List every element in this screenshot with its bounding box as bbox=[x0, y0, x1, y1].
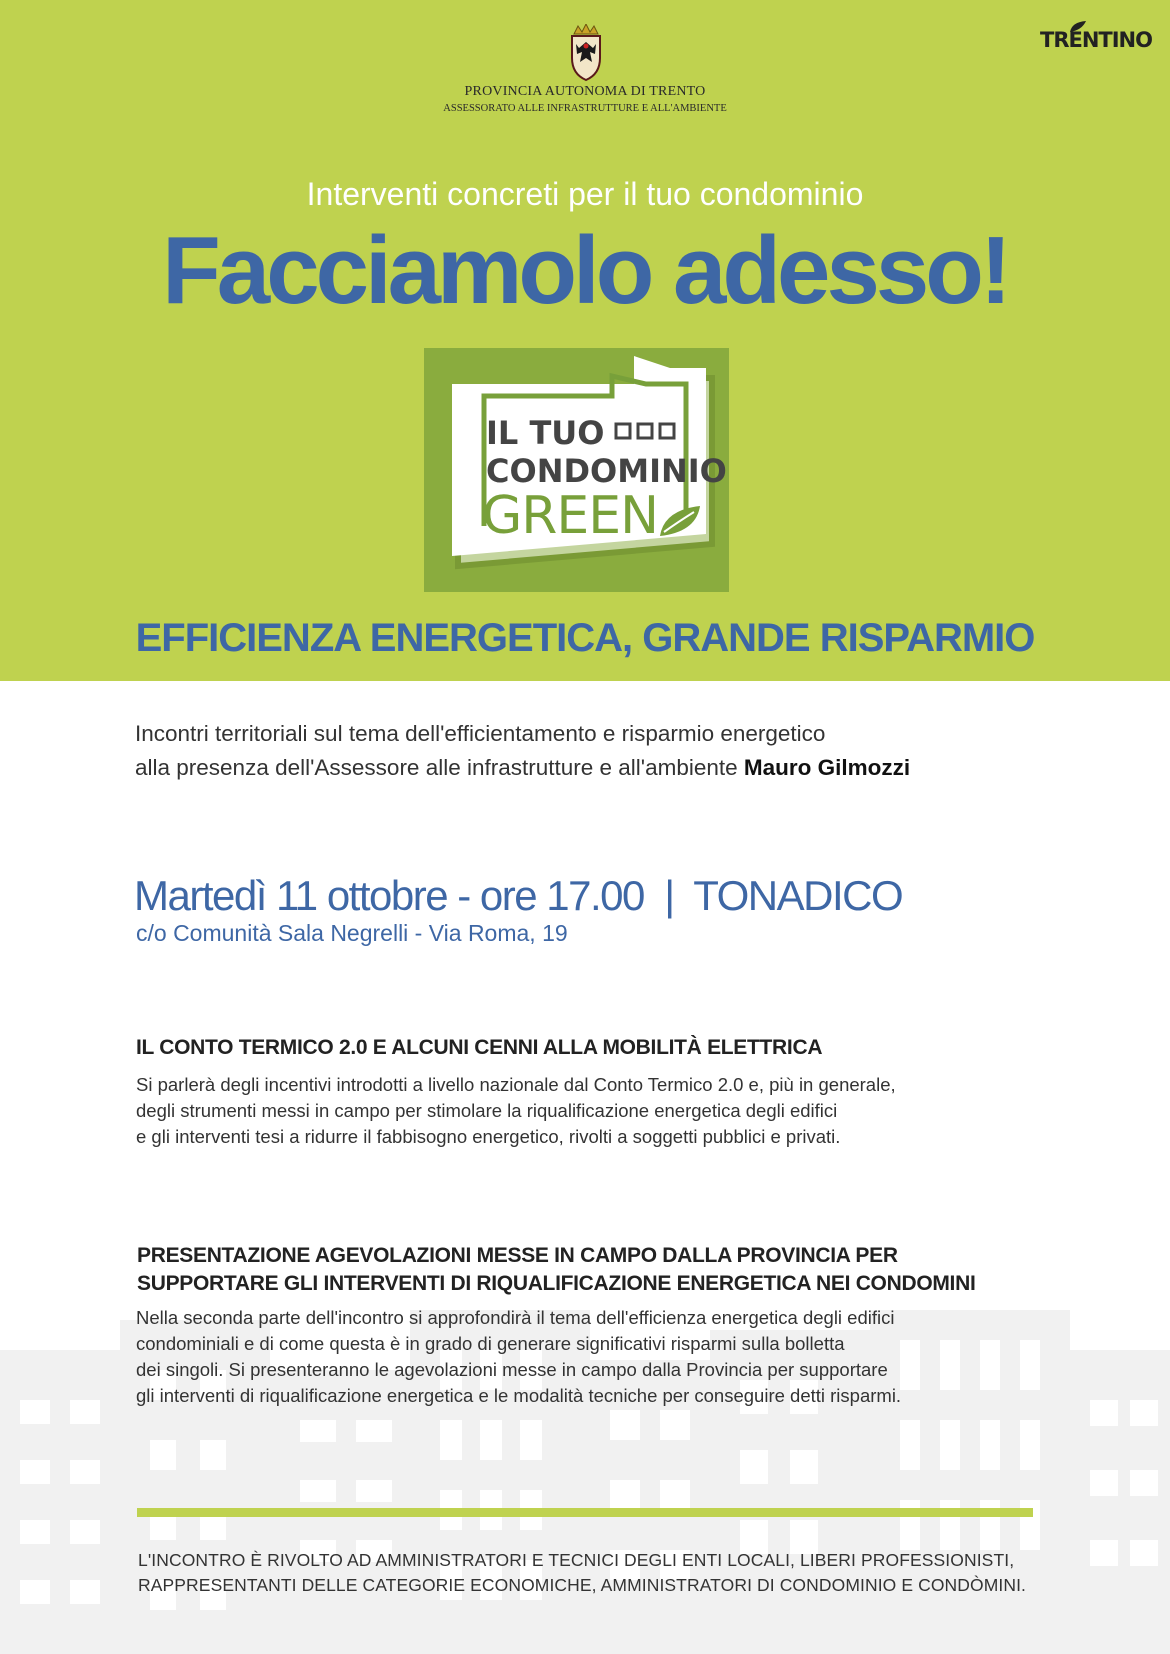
section-2-title-line-2: SUPPORTARE GLI INTERVENTI DI RIQUALIFICAZIONE ENERGETICA NEI CONDOMINI bbox=[137, 1272, 976, 1295]
section-1-line: Si parlerà degli incentivi introdotti a livello nazionale dal Conto Termico 2.0 e, più in generale, bbox=[136, 1074, 896, 1095]
footer-line-1: L'INCONTRO È RIVOLTO AD AMMINISTRATORI E TECNICI DEGLI ENTI LOCALI, LIBERI PROFESSIONISTI, bbox=[138, 1550, 1015, 1570]
section-1-body bbox=[136, 1072, 1036, 1150]
condominio-green-logo bbox=[424, 348, 729, 592]
section-1-title: IL CONTO TERMICO 2.0 E ALCUNI CENNI ALLA MOBILITÀ ELETTRICA bbox=[136, 1036, 823, 1059]
province-department: ASSESSORATO ALLE INFRASTRUTTURE E ALL'AMBIENTE bbox=[443, 103, 727, 114]
province-name: PROVINCIA AUTONOMA DI TRENTO bbox=[464, 84, 706, 99]
section-2-line: gli interventi di riqualificazione energetica e le modalità tecniche per conseguire detti risparmi. bbox=[136, 1385, 902, 1406]
hero-headline: Facciamolo adesso! bbox=[162, 217, 1008, 324]
intro-paragraph bbox=[135, 717, 1095, 785]
leaf-icon bbox=[656, 504, 704, 540]
event-title: Martedì 11 ottobre - ore 17.00 | TONADICO bbox=[134, 872, 903, 919]
assessor-name: Mauro Gilmozzi bbox=[743, 755, 911, 780]
footer-line-2: RAPPRESENTANTI DELLE CATEGORIE ECONOMICHE, AMMINISTRATORI DI CONDOMINIO E CONDÒMINI. bbox=[138, 1575, 1027, 1595]
event-place: c/o Comunità Sala Negrelli - Via Roma, 19 bbox=[136, 920, 568, 946]
intro-line-2-text: alla presenza dell'Assessore alle infrastrutture e all'ambiente bbox=[135, 755, 744, 780]
section-2-line: Nella seconda parte dell'incontro si approfondirà il tema dell'efficienza energetica degli edifici bbox=[136, 1307, 895, 1328]
intro-line-1: Incontri territoriali sul tema dell'efficientamento e risparmio energetico bbox=[135, 721, 826, 746]
logo-line-3: GREEN bbox=[482, 486, 659, 546]
section-2-line: condominiali e di come questa è in grado di generare significativi risparmi sulla bolletta bbox=[136, 1333, 845, 1354]
footer-divider bbox=[137, 1508, 1033, 1517]
intro-line-2 bbox=[135, 751, 1095, 785]
hero-subtitle: Interventi concreti per il tuo condominio bbox=[306, 176, 864, 212]
section-2-title-line-1: PRESENTAZIONE AGEVOLAZIONI MESSE IN CAMPO DALLA PROVINCIA PER bbox=[137, 1244, 898, 1267]
section-2-body bbox=[136, 1305, 1096, 1409]
section-1-line: e gli interventi tesi a ridurre il fabbisogno energetico, rivolti a soggetti pubblici e privati. bbox=[136, 1126, 841, 1147]
coat-of-arms-icon bbox=[566, 24, 606, 82]
trentino-logo bbox=[1040, 20, 1160, 60]
section-2-title bbox=[137, 1242, 1037, 1298]
logo-line-2: CONDOMINIO bbox=[486, 452, 727, 490]
logo-line-1: IL TUO bbox=[486, 414, 605, 452]
section-2-line: dei singoli. Si presenteranno le agevolazioni messe in campo dalla Provincia per supportare bbox=[136, 1359, 888, 1380]
trentino-logo-text: TRENTINO bbox=[1040, 28, 1152, 52]
hero-tagline: EFFICIENZA ENERGETICA, GRANDE RISPARMIO bbox=[135, 616, 1035, 660]
section-1-line: degli strumenti messi in campo per stimolare la riqualificazione energetica degli edifici bbox=[136, 1100, 838, 1121]
footer-note bbox=[138, 1548, 1118, 1598]
